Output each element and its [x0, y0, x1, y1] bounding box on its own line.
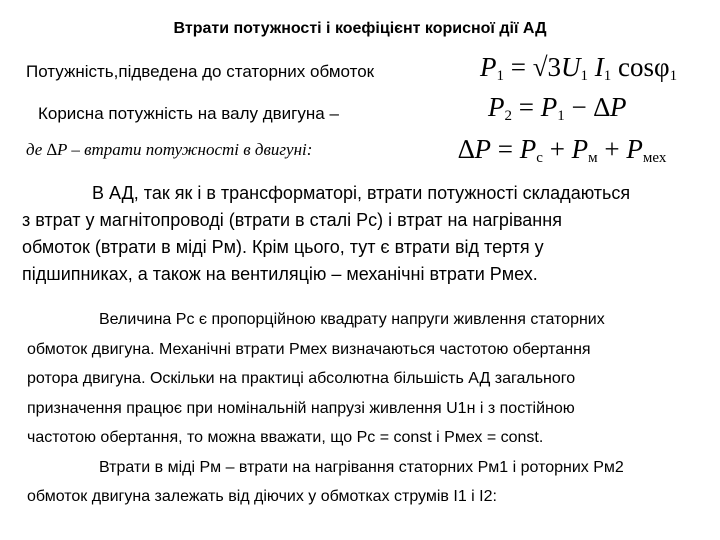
useful-power-label: Корисна потужність на валу двигуна –	[38, 104, 339, 123]
paragraph-line: Величина Pc є пропорційною квадрату напруги живлення статорних	[99, 311, 605, 328]
paragraph-losses-detail	[27, 305, 707, 512]
paragraph-line: обмоток двигуна залежать від діючих у обмотках струмів I1 і I2:	[27, 488, 497, 505]
paragraph-line: частотою обертання, то можна вважати, що Pс = const і Pмех = const.	[27, 429, 544, 446]
paragraph-line: Втрати в міді Pм – втрати на нагрівання статорних Pм1 і роторних Pм2	[99, 458, 624, 476]
paragraph-line: обмоток двигуна. Механічні втрати Pмех визначаються частотою обертання	[27, 340, 591, 358]
page-title: Втрати потужності і коефіцієнт корисної дії АД	[173, 20, 547, 37]
paragraph-line: підшипниках, а також на вентиляцію – механічні втрати Рмех.	[22, 264, 538, 284]
paragraph-line: ротора двигуна. Оскільки на практиці абсолютна більшість АД загального	[27, 370, 576, 387]
formula-input-power: $P_1 = √3U_1$ $I_1$ cosφ$_1$	[480, 52, 678, 84]
paragraph-losses-intro	[22, 180, 712, 288]
formula-losses: $\Delta P = P_с + P_м + P_{мех}$	[458, 134, 667, 166]
paragraph-line: обмоток (втрати в міді Рм). Крім цього, тут є втрати від тертя у	[22, 237, 544, 257]
paragraph-line: В АД, так як і в трансформаторі, втрати потужності складаються	[92, 183, 631, 203]
losses-label: де ∆P – втрати потужності в двигуні:	[26, 140, 313, 159]
paragraph-line: з втрат у магнітопроводі (втрати в сталі Рс) і втрат на нагрівання	[22, 210, 562, 230]
formula-useful-power: $P_2 = P_1 - \Delta P$	[488, 92, 627, 124]
paragraph-line: призначення працює при номінальній напрузі живлення U1н і з постійною	[27, 399, 575, 417]
input-power-label: Потужність,підведена до статорних обмоток	[26, 62, 375, 81]
